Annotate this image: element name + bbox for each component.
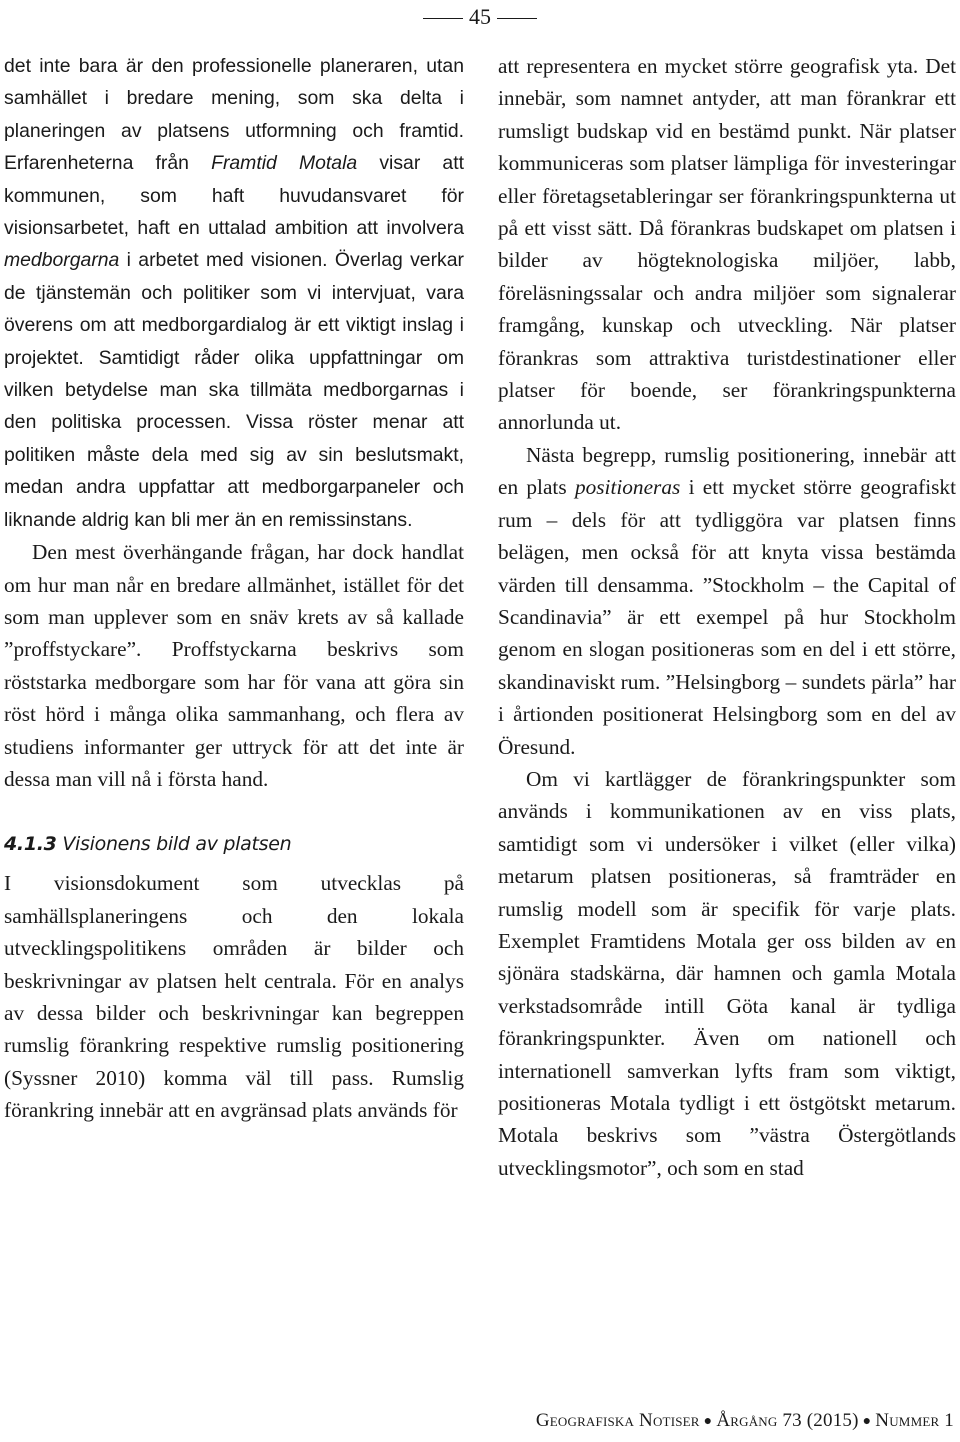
footer-journal: Geografiska Notiser — [535, 1410, 700, 1431]
left-paragraph-1 — [4, 50, 464, 536]
page-header — [0, 4, 960, 30]
page-footer — [536, 1410, 954, 1432]
footer-issue: Nummer 1 — [875, 1410, 954, 1431]
left-paragraph-3: I visionsdokument som utvecklas på samhällsplaneringens och den lokala utvecklingspolitikens områden är bilder och beskrivningar av platsen helt centrala. För en analys av dessa bilder och beskrivningar kan begreppen rumslig förankring respektive rumslig positionering (Syssner 2010) komma väl till pass. Rumslig förankring innebär att en avgränsad plats används för — [4, 871, 464, 1123]
section-heading — [4, 833, 464, 855]
left-p1-emphasis-b: medborgarna — [4, 249, 120, 272]
right-p2-part-b: i ett mycket större geografiskt rum – dels för att tydliggöra var platsen finns belägen, men också för att knyta vissa bestämda värden till densamma. ”Stockholm – the Capital of Scandinavia” är ett exempel på hur Stockholm genom en slogan positioneras som en del i ett större, skandinaviskt rum. ”Helsingborg – sundets pärla” har i årtionden positionerat Helsingborg som en del av Öresund. — [498, 475, 956, 759]
header-rule-right — [497, 18, 537, 19]
header-rule-left — [423, 18, 463, 19]
right-p2-emphasis: positioneras — [574, 475, 681, 500]
left-p1-part-a: Erfarenheterna från — [4, 152, 212, 175]
right-column — [498, 50, 956, 1184]
left-column — [4, 50, 464, 1127]
footer-bullet-2: ● — [862, 1413, 872, 1429]
right-p2-part-a: Nästa begrepp, rumslig positionering, innebär att en plats — [498, 442, 956, 500]
left-paragraph-2: Den mest överhängande frågan, har dock handlat om hur man når en bredare allmänhet, istället för det som man upplever som en snäv krets av så kallade ”proffstyckare”. Proffstyckarna beskrivs som röststarka medborgare som har för vana att göra sin röst hörd i många olika sammanhang, och flera av studiens informanter ger uttryck för att det inte är dessa man vill nå i första hand. — [4, 540, 464, 791]
right-paragraph-1: att representera en mycket större geografisk yta. Det innebär, som namnet antyder, att man förankrar ett rumsligt budskap vid en bestämd punkt. När platser kommuniceras som platser lämpliga för investeringar eller företagsetableringar ser förankringspunkterna ut på ett visst sätt. Då förankras budskapet om platsen i bilder av högteknologiska miljöer, labb, föreläsningssalar och andra miljöer som signalerar framgång, kunskap och utveckling. När platser förankras som attraktiva turistdestinationer eller platser för boende, ser förankringspunkterna annorlunda ut. — [498, 54, 956, 435]
right-paragraph-3: Om vi kartlägger de förankringspunkter som används i kommunikationen av en viss plats, samtidigt som vi undersöker i vilket (eller vilka) metarum platsen positioneras, så framträder en rumslig modell som är specifik för varje plats. Exemplet Framtidens Motala ger oss bilden av en sjönära stadskärna, där hamnen och gamla Motala verkstadsområde intill Göta kanal är tydliga förankringspunkter. Även om nationell och internationell samverkan lyfts fram som viktigt, positioneras Motala tydligt i ett östgötskt metarum. Motala beskrivs som ”västra Östergötlands utvecklingsmotor”, och som en stad — [498, 766, 956, 1180]
left-p1-part-b: visar att kommunen, som haft huvudansvaret för visionsarbetet, haft en uttalad ambition att involvera — [4, 152, 464, 240]
right-paragraph-2 — [498, 439, 956, 763]
footer-volume: Årgång 73 (2015) — [716, 1410, 859, 1431]
section-number: 4.1.3 — [4, 833, 57, 856]
footer-bullet-1: ● — [703, 1413, 713, 1429]
section-title: Visionens bild av platsen — [62, 833, 292, 856]
left-p1-intro: det inte bara är den professionelle planeraren, utan samhället i bredare mening, som ska delta i planeringen av platsens utformning och framtid. — [4, 55, 464, 142]
left-p1-part-c: i arbetet med visionen. Överlag verkar de tjänstemän och politiker som vi intervjuat, vara överens om att medborgardialog är ett viktigt inslag i projektet. Samtidigt råder olika uppfattningar om vilken betydelse man ska tillmäta medborgarnas i den politiska processen. Vissa röster menar att politiken måste dela med sig av sin beslutsmakt, medan andra uppfattar att medborgarpaneler och liknande aldrig kan bli mer än en remissinstans. — [4, 249, 464, 531]
page-number: 45 — [469, 4, 491, 29]
left-p1-emphasis-a: Framtid Motala — [211, 152, 358, 175]
